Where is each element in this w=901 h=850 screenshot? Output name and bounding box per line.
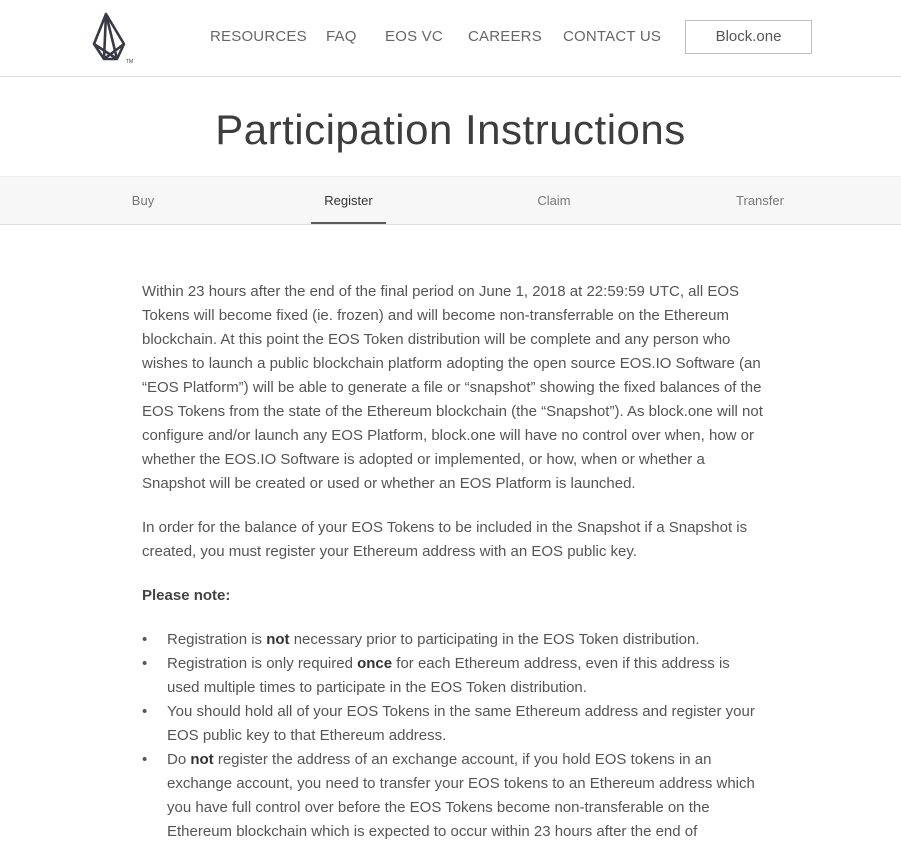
tab-buy[interactable]: Buy (131, 193, 155, 208)
note-text: for each Ethereum address, even if this address is used multiple times to participate in the EOS Token distribution. (167, 655, 730, 696)
tab-claim[interactable]: Claim (537, 193, 571, 208)
tab-register[interactable]: Register (311, 177, 386, 224)
eos-logo[interactable] (90, 12, 136, 64)
nav-eos-vc[interactable]: EOS VC (385, 28, 443, 45)
note-text: register the address of an exchange account, if you hold EOS tokens in an exchange account, you need to transfer your EOS tokens to an Ethereum address which you have full control over before the EOS Tokens become non-transferable on the Ethereum blockchain which is expected to occur within 23 hours after the end of (167, 751, 755, 840)
note-text: Registration is (167, 631, 267, 648)
bullet: • (142, 631, 148, 648)
note-emphasis: not (266, 631, 290, 648)
registration-paragraph: In order for the balance of your EOS Tokens to be included in the Snapshot if a Snapshot is created, you must register your Ethereum address with an EOS public key. (142, 519, 748, 560)
notes-list (142, 628, 766, 844)
bullet: • (142, 655, 148, 672)
trademark-mark: TM (126, 59, 134, 64)
register-content (142, 280, 766, 844)
note-text: necessary prior to participating in the EOS Token distribution. (289, 631, 700, 648)
list-item (142, 652, 766, 700)
nav-careers[interactable]: CAREERS (468, 28, 542, 45)
list-item (142, 700, 766, 748)
note-emphasis: once (357, 655, 393, 672)
nav-faq[interactable]: FAQ (326, 28, 357, 45)
intro-paragraph: Within 23 hours after the end of the final period on June 1, 2018 at 22:59:59 UTC, all EOS Tokens will become fixed (ie. frozen) and will become non-transferrable on the Ethereum blockchain. At this point the EOS Token distribution will be complete and any person who wishes to launch a public blockchain platform adopting the open source EOS.IO Software (an “EOS Platform”) will be able to generate a file or “snapshot” showing the fixed balances of the EOS Tokens from the state of the Ethereum blockchain (the “Snapshot”). As block.one will not configure and/or launch any EOS Platform, block.one will have no control over when, how or whether the EOS.IO Software is adopted or implemented, or how, when or whether a Snapshot will be created or used or whether an EOS Platform is launched. (142, 283, 763, 492)
bullet: • (142, 703, 148, 720)
list-item (142, 628, 766, 652)
nav-resources[interactable]: RESOURCES (210, 28, 307, 45)
block-one-button[interactable]: Block.one (685, 20, 812, 54)
bullet: • (142, 751, 148, 768)
note-text: Registration is only required (167, 655, 358, 672)
list-item (142, 748, 766, 844)
eos-logo-icon (90, 12, 136, 64)
instruction-tabs (0, 176, 901, 225)
note-heading: Please note: (142, 587, 231, 604)
tab-transfer[interactable]: Transfer (736, 193, 784, 208)
top-navigation-bar (0, 0, 901, 77)
nav-contact-us[interactable]: CONTACT US (563, 28, 662, 45)
note-text: Do (167, 751, 191, 768)
note-emphasis: not (190, 751, 214, 768)
note-text: You should hold all of your EOS Tokens in the same Ethereum address and register your EOS public key to that Ethereum address. (167, 703, 755, 744)
page-title: Participation Instructions (215, 106, 686, 153)
